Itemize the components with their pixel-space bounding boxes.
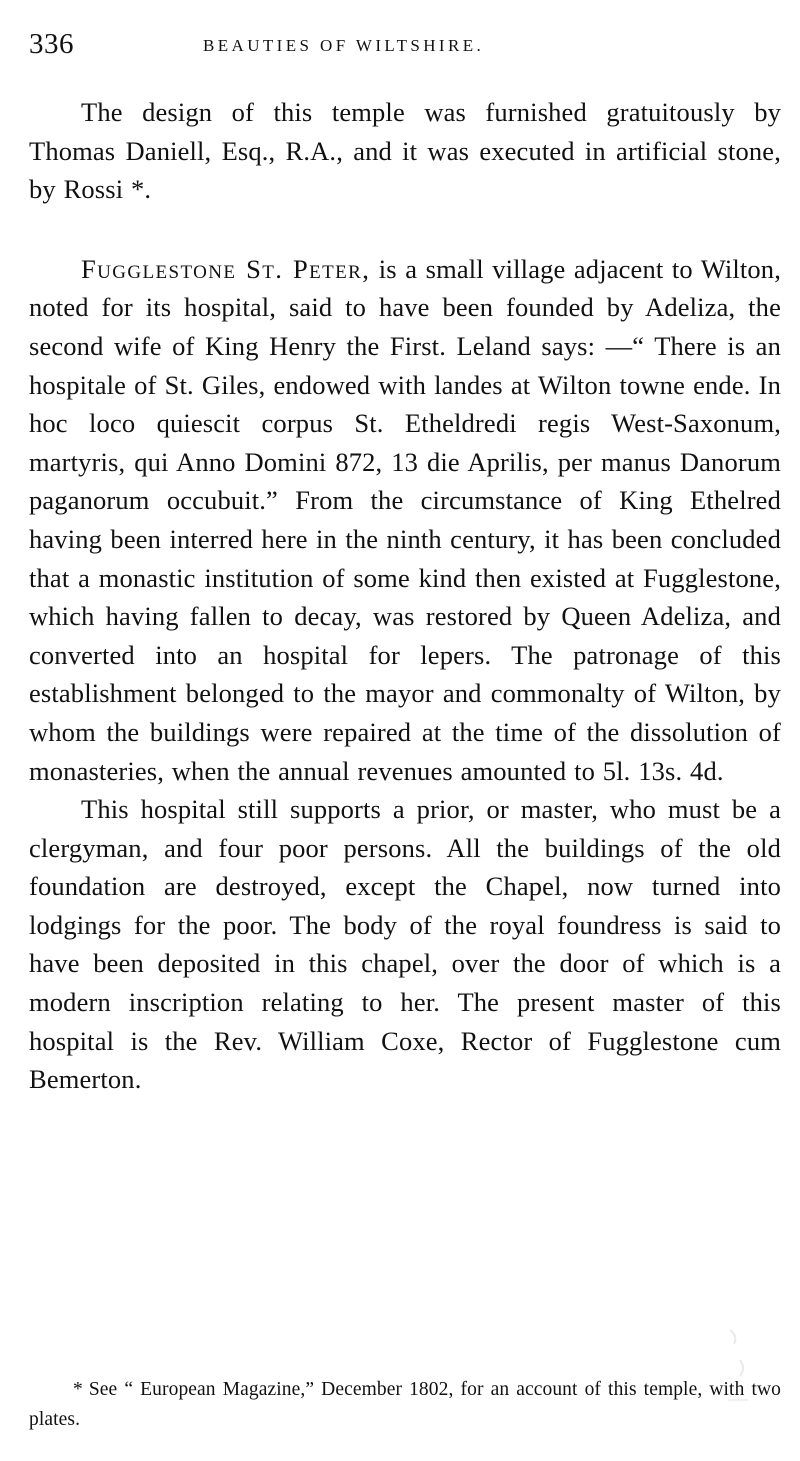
paragraph-fugglestone [29, 250, 781, 790]
place-name-heading: Fugglestone St. Peter, [81, 253, 371, 284]
running-title: BEAUTIES OF WILTSHIRE. [203, 36, 485, 55]
paragraph-hospital: This hospital still supports a prior, or master, who must be a clergyman, and four poor persons. All the buildings of the old foundation are destroyed, except the Chapel, now turned into lodgings for the poor. The body of the royal foundress is said to have been deposited in this chapel, over the door of which is a modern inscription relating to her. The present master of this hospital is the Rev. William Coxe, Rector of Fugglestone cum Bemerton. [29, 794, 781, 1095]
running-head [29, 28, 781, 68]
paragraph-temple-design: The design of this temple was furnished gratuitously by Thomas Daniell, Esq., R.A., and it was executed in artificial stone, by Rossi *. [29, 97, 781, 205]
footnote [29, 1375, 781, 1435]
paragraph-fugglestone-text: is a small village adjacent to Wilton, noted for its hospital, said to have been founded by Adeliza, the second wife of King Henry the First. Leland says: —“ There is an hospitale of St. Giles, endowed with landes at Wilton towne ende. In hoc loco quiescit corpus St. Etheldredi regis West-Saxonum, martyris, qui Anno Domini 872, 13 die Aprilis, per manus Danorum paganorum occubuit.” From the circumstance of King Ethelred having been interred here in the ninth century, it has been concluded that a monastic institution of some kind then existed at Fugglestone, which having fallen to decay, was restored by Queen Adeliza, and converted into an hospital for lepers. The patronage of this establishment belonged to the mayor and commonalty of Wilton, by whom the buildings were repaired at the time of the dissolution of monasteries, when the annual revenues amounted to 5l. 13s. 4d. [29, 253, 781, 786]
body-text [29, 93, 781, 1099]
show-through-smudge [720, 1320, 770, 1430]
footnote-text: See “ European Magazine,” December 1802, for an account of this temple, with two plates. [29, 1379, 781, 1430]
page-number: 336 [29, 28, 74, 60]
footnote-mark: * [73, 1379, 83, 1400]
